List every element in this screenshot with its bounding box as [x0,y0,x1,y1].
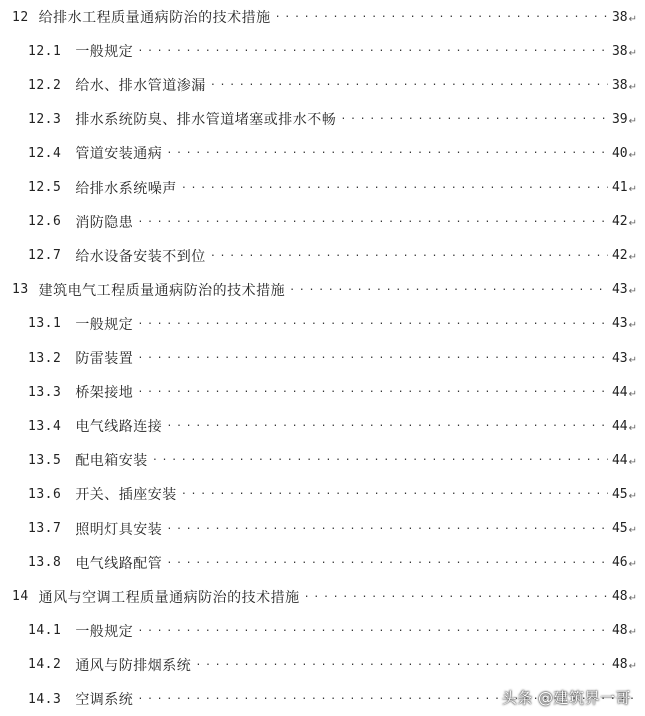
paragraph-mark-icon: ↵ [628,627,637,639]
dot-leader [166,525,608,539]
toc-page-number: 45 [611,521,628,536]
toc-entry-number: 13.7 [28,521,62,536]
toc-entry-number: 12.6 [28,214,62,230]
toc-page-number: 43 [611,282,628,298]
dot-leader [289,286,608,300]
toc-entry-number: 13.1 [28,316,62,332]
toc-entry-number: 13.6 [28,486,62,502]
dot-leader [137,354,608,368]
dot-leader [181,490,608,504]
toc-section-entry[interactable] [28,375,637,409]
toc-entry-number: 12.1 [28,43,62,59]
toc-entry-title: 照明灯具安装 [75,521,163,538]
toc-section-entry[interactable] [28,205,637,239]
paragraph-mark-icon: ↵ [628,13,637,25]
toc-entry-title: 配电箱安装 [75,453,148,470]
toc-page-number: 48 [611,623,628,639]
toc-page-number: 43 [611,316,628,332]
toc-entry-title: 开关、插座安装 [75,487,177,504]
dot-leader [137,627,608,641]
paragraph-mark-icon: ↵ [628,81,637,93]
toc-page-number: 38 [611,9,628,25]
toc-entry-number: 12.7 [28,248,62,264]
paragraph-mark-icon: ↵ [628,47,637,59]
paragraph-mark-icon: ↵ [628,388,637,400]
paragraph-mark-icon: ↵ [628,252,637,264]
toc-entry-number: 12.4 [28,145,62,161]
toc-entry-title: 空调系统 [75,692,134,708]
paragraph-mark-icon: ↵ [628,149,637,161]
toc-entry-number: 13.2 [28,350,62,366]
toc-entry-title: 桥架接地 [75,385,134,402]
toc-page-number: 45 [611,486,628,502]
toc-chapter-entry[interactable] [12,0,637,34]
toc-entry-title: 消防隐患 [75,214,134,231]
dot-leader [166,422,608,436]
toc-section-entry[interactable] [28,341,637,375]
toc-entry-number: 12.5 [28,180,62,195]
paragraph-mark-icon: ↵ [628,422,637,434]
toc-entry-number: 12.3 [28,111,62,127]
toc-section-entry[interactable] [28,512,637,546]
toc-section-entry[interactable] [28,648,637,682]
toc-page-number: 48 [611,657,628,673]
toc-section-entry[interactable] [28,546,637,580]
toc-entry-title: 给排水工程质量通病防治的技术措施 [38,10,271,26]
toc-entry-number: 13.5 [28,452,62,468]
dot-leader [152,456,608,470]
toc-entry-title: 一般规定 [75,316,134,333]
toc-section-entry[interactable] [28,443,637,477]
dot-leader [137,47,608,61]
toc-entry-number: 13 [12,282,29,298]
toc-section-entry[interactable] [28,614,637,648]
paragraph-mark-icon: ↵ [628,661,637,673]
dot-leader [137,320,608,334]
paragraph-mark-icon: ↵ [628,593,637,605]
toc-section-entry[interactable] [28,68,637,102]
toc-entry-title: 排水系统防臭、排水管道堵塞或排水不畅 [75,112,337,129]
toc-entry-title: 一般规定 [75,44,134,61]
toc-chapter-entry[interactable] [12,580,637,614]
dot-leader [210,252,608,266]
paragraph-mark-icon: ↵ [628,456,637,468]
toc-entry-title: 一般规定 [75,623,134,640]
toc-entry-number: 13.3 [28,384,62,400]
toc-entry-title: 给水、排水管道渗漏 [75,78,206,95]
dot-leader [195,661,608,675]
paragraph-mark-icon: ↵ [628,559,637,571]
toc-page-number: 43 [611,350,628,366]
toc-section-entry[interactable] [28,102,637,136]
paragraph-mark-icon: ↵ [628,218,637,230]
toc-page-number: 46 [611,555,628,571]
toc-page-number: 38 [611,77,628,93]
paragraph-mark-icon: ↵ [628,354,637,366]
dot-leader [210,81,608,95]
dot-leader [166,149,608,163]
toc-entry-number: 13.4 [28,418,62,434]
watermark: 头条 @建筑界一哥 [501,689,631,707]
toc-entry-title: 给水设备安装不到位 [75,248,206,265]
toc-page-number: 48 [611,589,628,605]
toc-entry-number: 14.3 [28,691,62,707]
toc-entry-number: 12.2 [28,77,62,93]
toc-entry-title: 给排水系统噪声 [75,180,177,197]
dot-leader [137,218,608,232]
toc-entry-title: 防雷装置 [75,351,134,367]
toc-page-number: 40 [611,145,628,161]
toc-entry-title: 管道安装通病 [75,146,163,163]
toc-section-entry[interactable] [28,307,637,341]
paragraph-mark-icon: ↵ [628,320,637,332]
toc-entry-title: 通风与防排烟系统 [75,657,192,674]
paragraph-mark-icon: ↵ [628,286,637,298]
paragraph-mark-icon: ↵ [628,184,637,195]
toc-page-number: 44 [611,384,628,400]
toc-entry-title: 通风与空调工程质量通病防治的技术措施 [38,589,300,606]
toc-section-entry[interactable] [28,136,637,170]
dot-leader [166,559,608,573]
toc-entry-title: 电气线路连接 [75,419,163,436]
toc-page-number: 39 [611,111,628,127]
toc-page-number: 44 [611,418,628,434]
toc-entry-number: 12 [12,9,29,25]
toc-entry-number: 14.2 [28,657,62,673]
dot-leader [304,593,608,607]
toc-page-number: 42 [611,248,628,264]
paragraph-mark-icon: ↵ [628,525,637,536]
toc-page-number: 38 [611,43,628,59]
toc-section-entry[interactable] [28,239,637,273]
toc-section-entry[interactable] [28,171,637,205]
dot-leader [181,184,608,198]
dot-leader [137,388,608,402]
toc-chapter-entry[interactable] [12,273,637,307]
toc-section-entry[interactable] [28,477,637,511]
toc-page-number: 42 [611,214,628,230]
toc-entry-number: 14 [12,589,29,605]
toc-entry-title: 电气线路配管 [75,555,163,572]
dot-leader [340,115,608,129]
toc-entry-title: 建筑电气工程质量通病防治的技术措施 [38,282,286,299]
toc-entry-number: 14.1 [28,623,62,639]
toc-section-entry[interactable] [28,409,637,443]
toc-page-number: 44 [611,452,628,468]
toc-entry-number: 13.8 [28,555,62,571]
paragraph-mark-icon: ↵ [628,490,637,502]
dot-leader [275,13,608,27]
toc-section-entry[interactable] [28,34,637,68]
paragraph-mark-icon: ↵ [628,115,637,127]
toc-page-number: 41 [611,180,628,195]
